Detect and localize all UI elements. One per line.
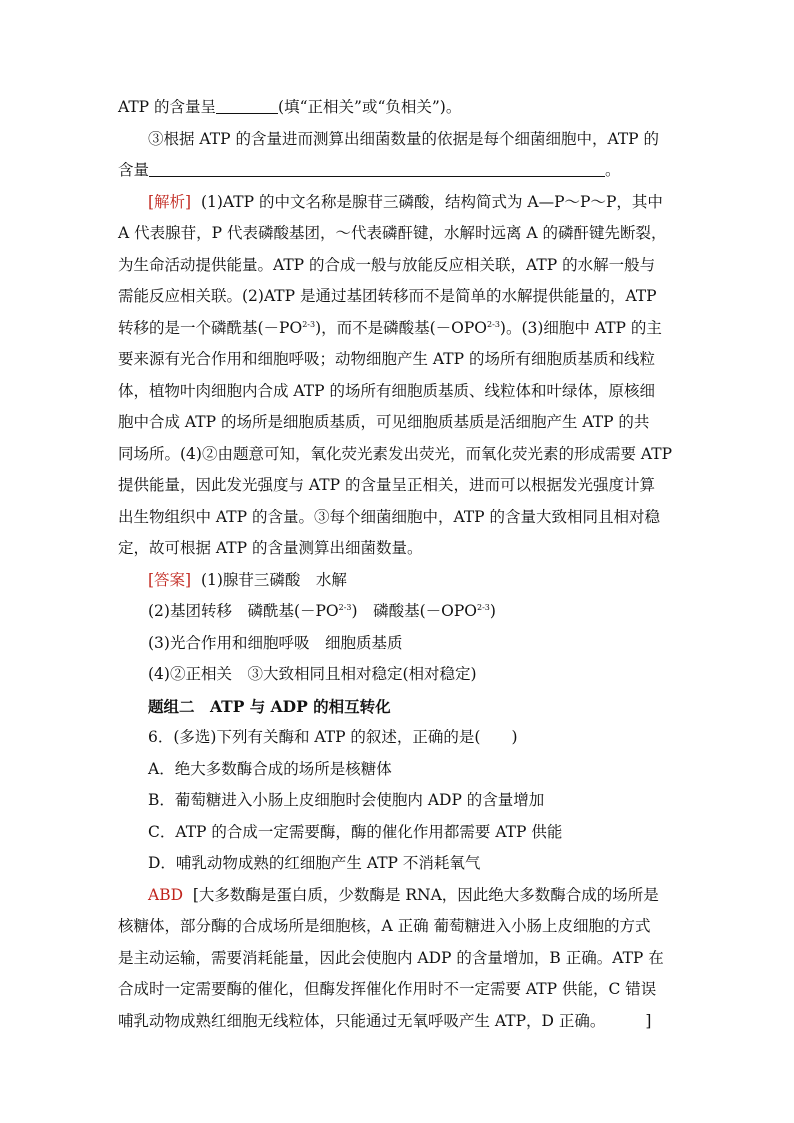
- analysis-line: [118, 533, 678, 565]
- analysis-tag: [解析]: [148, 192, 192, 211]
- analysis-text: 胞中合成 ATP 的场所是细胞质基质，可见细胞质基质是活细胞产生 ATP 的共: [118, 413, 650, 431]
- option-text: C．ATP 的合成一定需要酶，酶的催化作用都需要 ATP 供能: [148, 822, 563, 841]
- answer-text: (4)②正相关 ③大致相同且相对稳定(相对稳定): [148, 665, 477, 683]
- analysis-line: [118, 376, 678, 408]
- explanation-text: 哺乳动物成熟红细胞无线粒体，只能通过无氧呼吸产生 ATP，D 正确。: [118, 1011, 606, 1030]
- analysis-line: [118, 281, 678, 313]
- analysis-text: 体，植物叶肉细胞内合成 ATP 的场所有细胞质基质、线粒体和叶绿体，原核细: [118, 381, 655, 400]
- ion-charge: 2-3: [302, 319, 316, 329]
- option-text: B．葡萄糖进入小肠上皮细胞时会使胞内 ADP 的含量增加: [148, 791, 545, 809]
- answer-text: (1)腺苷三磷酸 水解: [200, 570, 347, 589]
- analysis-line: [118, 344, 678, 376]
- explanation-line: [118, 880, 678, 912]
- explanation-line: [118, 943, 678, 975]
- answer-text: ) 磷酸基(－OPO: [351, 602, 477, 620]
- explanation-line: [118, 974, 678, 1006]
- answer-line: [118, 596, 678, 628]
- explanation-text: 是主动运输，需要消耗能量，因此会使胞内 ADP 的含量增加，B 正确。ATP 在: [118, 948, 664, 967]
- option-b: [118, 785, 678, 817]
- analysis-line: [118, 470, 678, 502]
- answer-text: (2)基团转移 磷酰基(－PO: [148, 602, 339, 620]
- answer-blank: [216, 93, 278, 114]
- ion-charge: 2-3: [476, 603, 490, 612]
- question-text: (填“正相关”或“负相关”)。: [278, 98, 462, 116]
- answer-blank: [149, 156, 605, 177]
- question-line: [118, 155, 678, 187]
- analysis-text: 提供能量，因此发光强度与 ATP 的含量呈正相关，进而可以根据发光强度计算: [118, 476, 655, 494]
- analysis-text: 出生物组织中 ATP 的含量。③每个细菌细胞中，ATP 的含量大致相同且相对稳: [118, 507, 661, 526]
- analysis-line: [118, 218, 678, 250]
- analysis-line: [118, 187, 678, 219]
- explanation-line: [118, 1006, 678, 1038]
- answer-key: ABD: [148, 885, 184, 904]
- analysis-text: 要来源有光合作用和细胞呼吸；动物细胞产生 ATP 的场所有细胞质基质和线粒: [118, 350, 655, 368]
- analysis-text: 为生命活动提供能量。ATP 的合成一般与放能反应相关联，ATP 的水解一般与: [118, 255, 656, 274]
- answer-line: [118, 659, 678, 691]
- analysis-line: [118, 250, 678, 282]
- question-text: 6．(多选)下列有关酶和 ATP 的叙述，正确的是( ): [148, 728, 518, 746]
- option-a: [118, 754, 678, 786]
- answer-line: [118, 565, 678, 597]
- answer-text: (3)光合作用和细胞呼吸 细胞质基质: [148, 633, 403, 652]
- question-stem: [118, 722, 678, 754]
- question-text: 含量: [118, 161, 150, 179]
- analysis-text: A 代表腺苷，P 代表磷酸基团，～代表磷酐键，水解时远离 A 的磷酐键先断裂，: [118, 224, 667, 242]
- option-d: [118, 848, 678, 880]
- analysis-line: [118, 407, 678, 439]
- option-text: A．绝大多数酶合成的场所是核糖体: [148, 759, 392, 778]
- section-title: [118, 691, 678, 723]
- analysis-line: [118, 502, 678, 534]
- closing-bracket: ]: [645, 1011, 652, 1030]
- analysis-text: )。(3)细胞中 ATP 的主: [499, 318, 662, 337]
- analysis-line: [118, 439, 678, 471]
- question-line: [118, 92, 678, 124]
- explanation-line: [118, 911, 678, 943]
- analysis-text: )，而不是磷酸基(－OPO: [315, 318, 488, 337]
- analysis-text: (1)ATP 的中文名称是腺苷三磷酸，结构简式为 A—P～P～P，其中: [200, 192, 663, 211]
- explanation-text: 核糖体，部分酶的合成场所是细胞核，A 正确 葡萄糖进入小肠上皮细胞的方式: [118, 917, 651, 935]
- analysis-line: [118, 313, 678, 345]
- answer-text: ): [489, 602, 496, 620]
- answer-tag: [答案]: [148, 570, 192, 589]
- option-c: [118, 817, 678, 849]
- explanation-text: 合成时一定需要酶的催化，但酶发挥催化作用时不一定需要 ATP 供能，C 错误: [118, 980, 657, 998]
- document-content: [118, 92, 678, 1037]
- question-text: ATP 的含量呈: [118, 98, 217, 116]
- option-text: D．哺乳动物成熟的红细胞产生 ATP 不消耗氧气: [148, 854, 481, 872]
- analysis-text: 转移的是一个磷酰基(－PO: [118, 318, 303, 337]
- answer-line: [118, 628, 678, 660]
- ion-charge: 2-3: [487, 319, 500, 329]
- explanation-text: [大多数酶是蛋白质，少数酶是 RNA，因此绝大多数酶合成的场所是: [192, 885, 659, 904]
- section-title-text: 题组二 ATP 与 ADP 的相互转化: [148, 696, 391, 716]
- question-text: ③根据 ATP 的含量进而测算出细菌数量的依据是每个细菌细胞中，ATP 的: [148, 129, 660, 148]
- question-line: [118, 124, 678, 156]
- analysis-text: 定，故可根据 ATP 的含量测算出细菌数量。: [118, 539, 423, 557]
- question-text: 。: [605, 161, 621, 179]
- analysis-text: 需能反应相关联。(2)ATP 是通过基团转移而不是简单的水解提供能量的，ATP: [118, 287, 657, 305]
- analysis-text: 同场所。(4)②由题意可知，氧化荧光素发出荧光，而氧化荧光素的形成需要 ATP: [118, 444, 672, 463]
- ion-charge: 2-3: [338, 603, 352, 612]
